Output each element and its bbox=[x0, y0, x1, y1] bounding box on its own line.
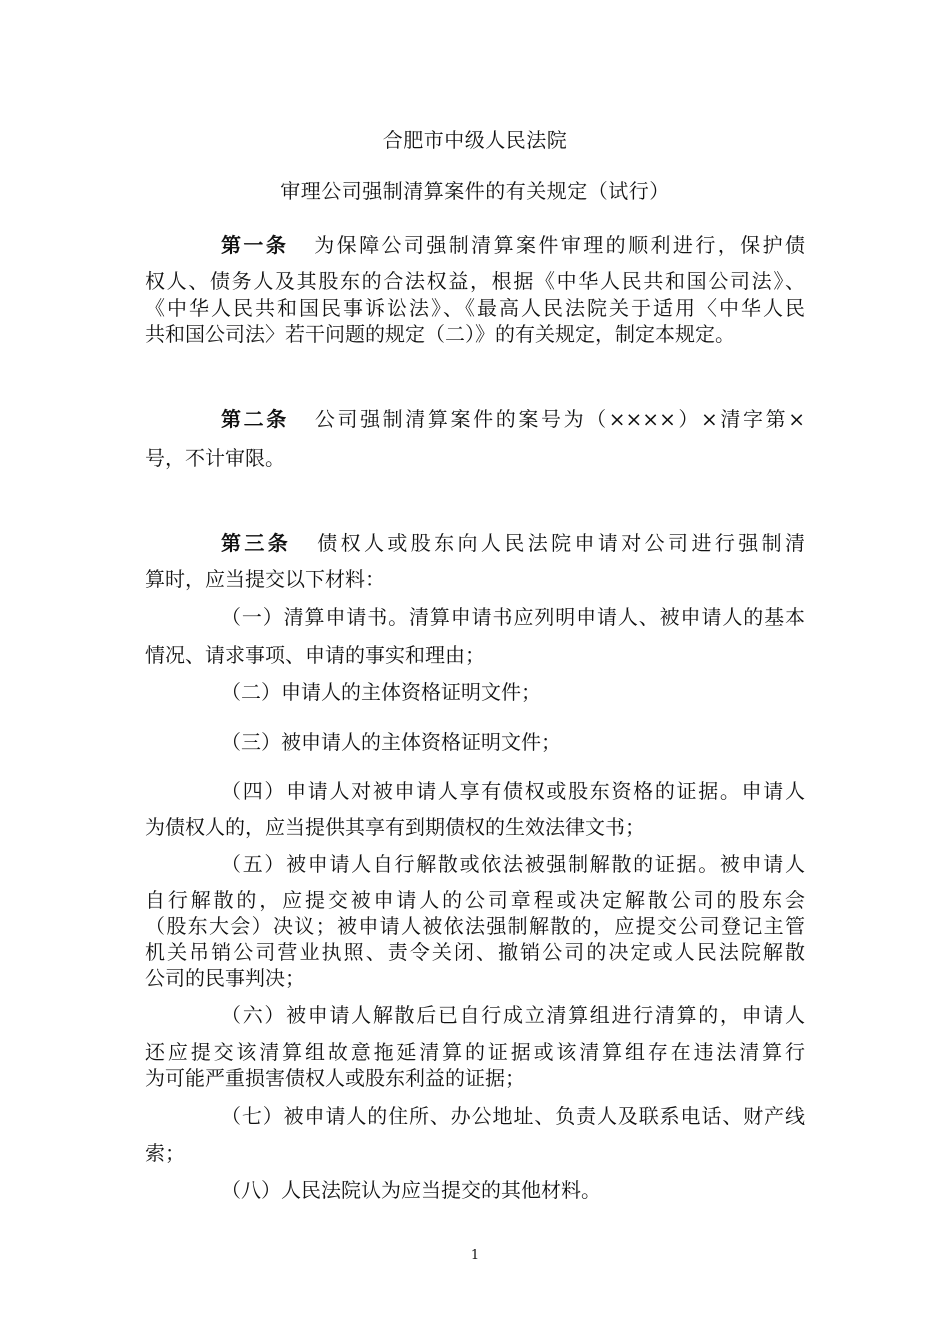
item-3: （三）被申请人的主体资格证明文件； bbox=[221, 730, 561, 754]
item-6-line-2: 还应提交该清算组故意拖延清算的证据或该清算组存在违法清算行 bbox=[145, 1040, 805, 1064]
article-1-label: 第一条 bbox=[221, 233, 289, 257]
article-2-line-2: 号，不计审限。 bbox=[145, 446, 285, 470]
article-2-line-1 bbox=[221, 407, 805, 431]
court-title: 合肥市中级人民法院 bbox=[382, 128, 568, 152]
item-7-line-1: （七）被申请人的住所、办公地址、负责人及联系电话、财产线 bbox=[221, 1104, 805, 1128]
regulation-title: 审理公司强制清算案件的有关规定（试行） bbox=[280, 179, 670, 203]
item-1-line-1: （一）清算申请书。清算申请书应列明申请人、被申请人的基本 bbox=[221, 605, 805, 629]
item-4-line-2: 为债权人的，应当提供其享有到期债权的生效法律文书； bbox=[145, 815, 645, 839]
item-6-line-1: （六）被申请人解散后已自行成立清算组进行清算的，申请人 bbox=[221, 1003, 805, 1027]
item-5-line-1: （五）被申请人自行解散或依法被强制解散的证据。被申请人 bbox=[221, 852, 805, 876]
article-2-label: 第二条 bbox=[221, 407, 289, 431]
article-3-line-2: 算时，应当提交以下材料： bbox=[145, 567, 385, 591]
item-1-line-2: 情况、请求事项、申请的事实和理由； bbox=[145, 643, 485, 667]
item-4-line-1: （四）申请人对被申请人享有债权或股东资格的证据。申请人 bbox=[221, 779, 805, 803]
item-6-line-3: 为可能严重损害债权人或股东利益的证据； bbox=[145, 1066, 525, 1090]
article-1-line-4: 共和国公司法〉若干问题的规定（二）》的有关规定，制定本规定。 bbox=[145, 322, 735, 346]
item-8: （八）人民法院认为应当提交的其他材料。 bbox=[221, 1178, 601, 1202]
article-1-line-2: 权人、债务人及其股东的合法权益，根据《中华人民共和国公司法》、 bbox=[145, 269, 805, 293]
article-2-text: 公司强制清算案件的案号为（××××）×清字第× bbox=[314, 407, 806, 431]
item-2: （二）申请人的主体资格证明文件； bbox=[221, 680, 541, 704]
item-5-line-5: 公司的民事判决； bbox=[145, 966, 305, 990]
article-3-label: 第三条 bbox=[221, 531, 292, 555]
item-5-line-2: 自行解散的，应提交被申请人的公司章程或决定解散公司的股东会 bbox=[145, 888, 805, 912]
page-number: 1 bbox=[470, 1248, 480, 1263]
article-1-text: 为保障公司强制清算案件审理的顺利进行，保护债 bbox=[314, 233, 805, 257]
article-3-text: 债权人或股东向人民法院申请对公司进行强制清 bbox=[317, 531, 806, 555]
article-1-line-3: 《中华人民共和国民事诉讼法》、《最高人民法院关于适用〈中华人民 bbox=[145, 296, 805, 320]
item-5-line-4: 机关吊销公司营业执照、责令关闭、撤销公司的决定或人民法院解散 bbox=[145, 940, 805, 964]
article-3-line-1 bbox=[221, 531, 805, 555]
item-5-line-3: （股东大会）决议；被申请人被依法强制解散的，应提交公司登记主管 bbox=[145, 914, 805, 938]
article-1-line-1 bbox=[221, 233, 805, 257]
item-7-line-2: 索； bbox=[145, 1141, 185, 1165]
